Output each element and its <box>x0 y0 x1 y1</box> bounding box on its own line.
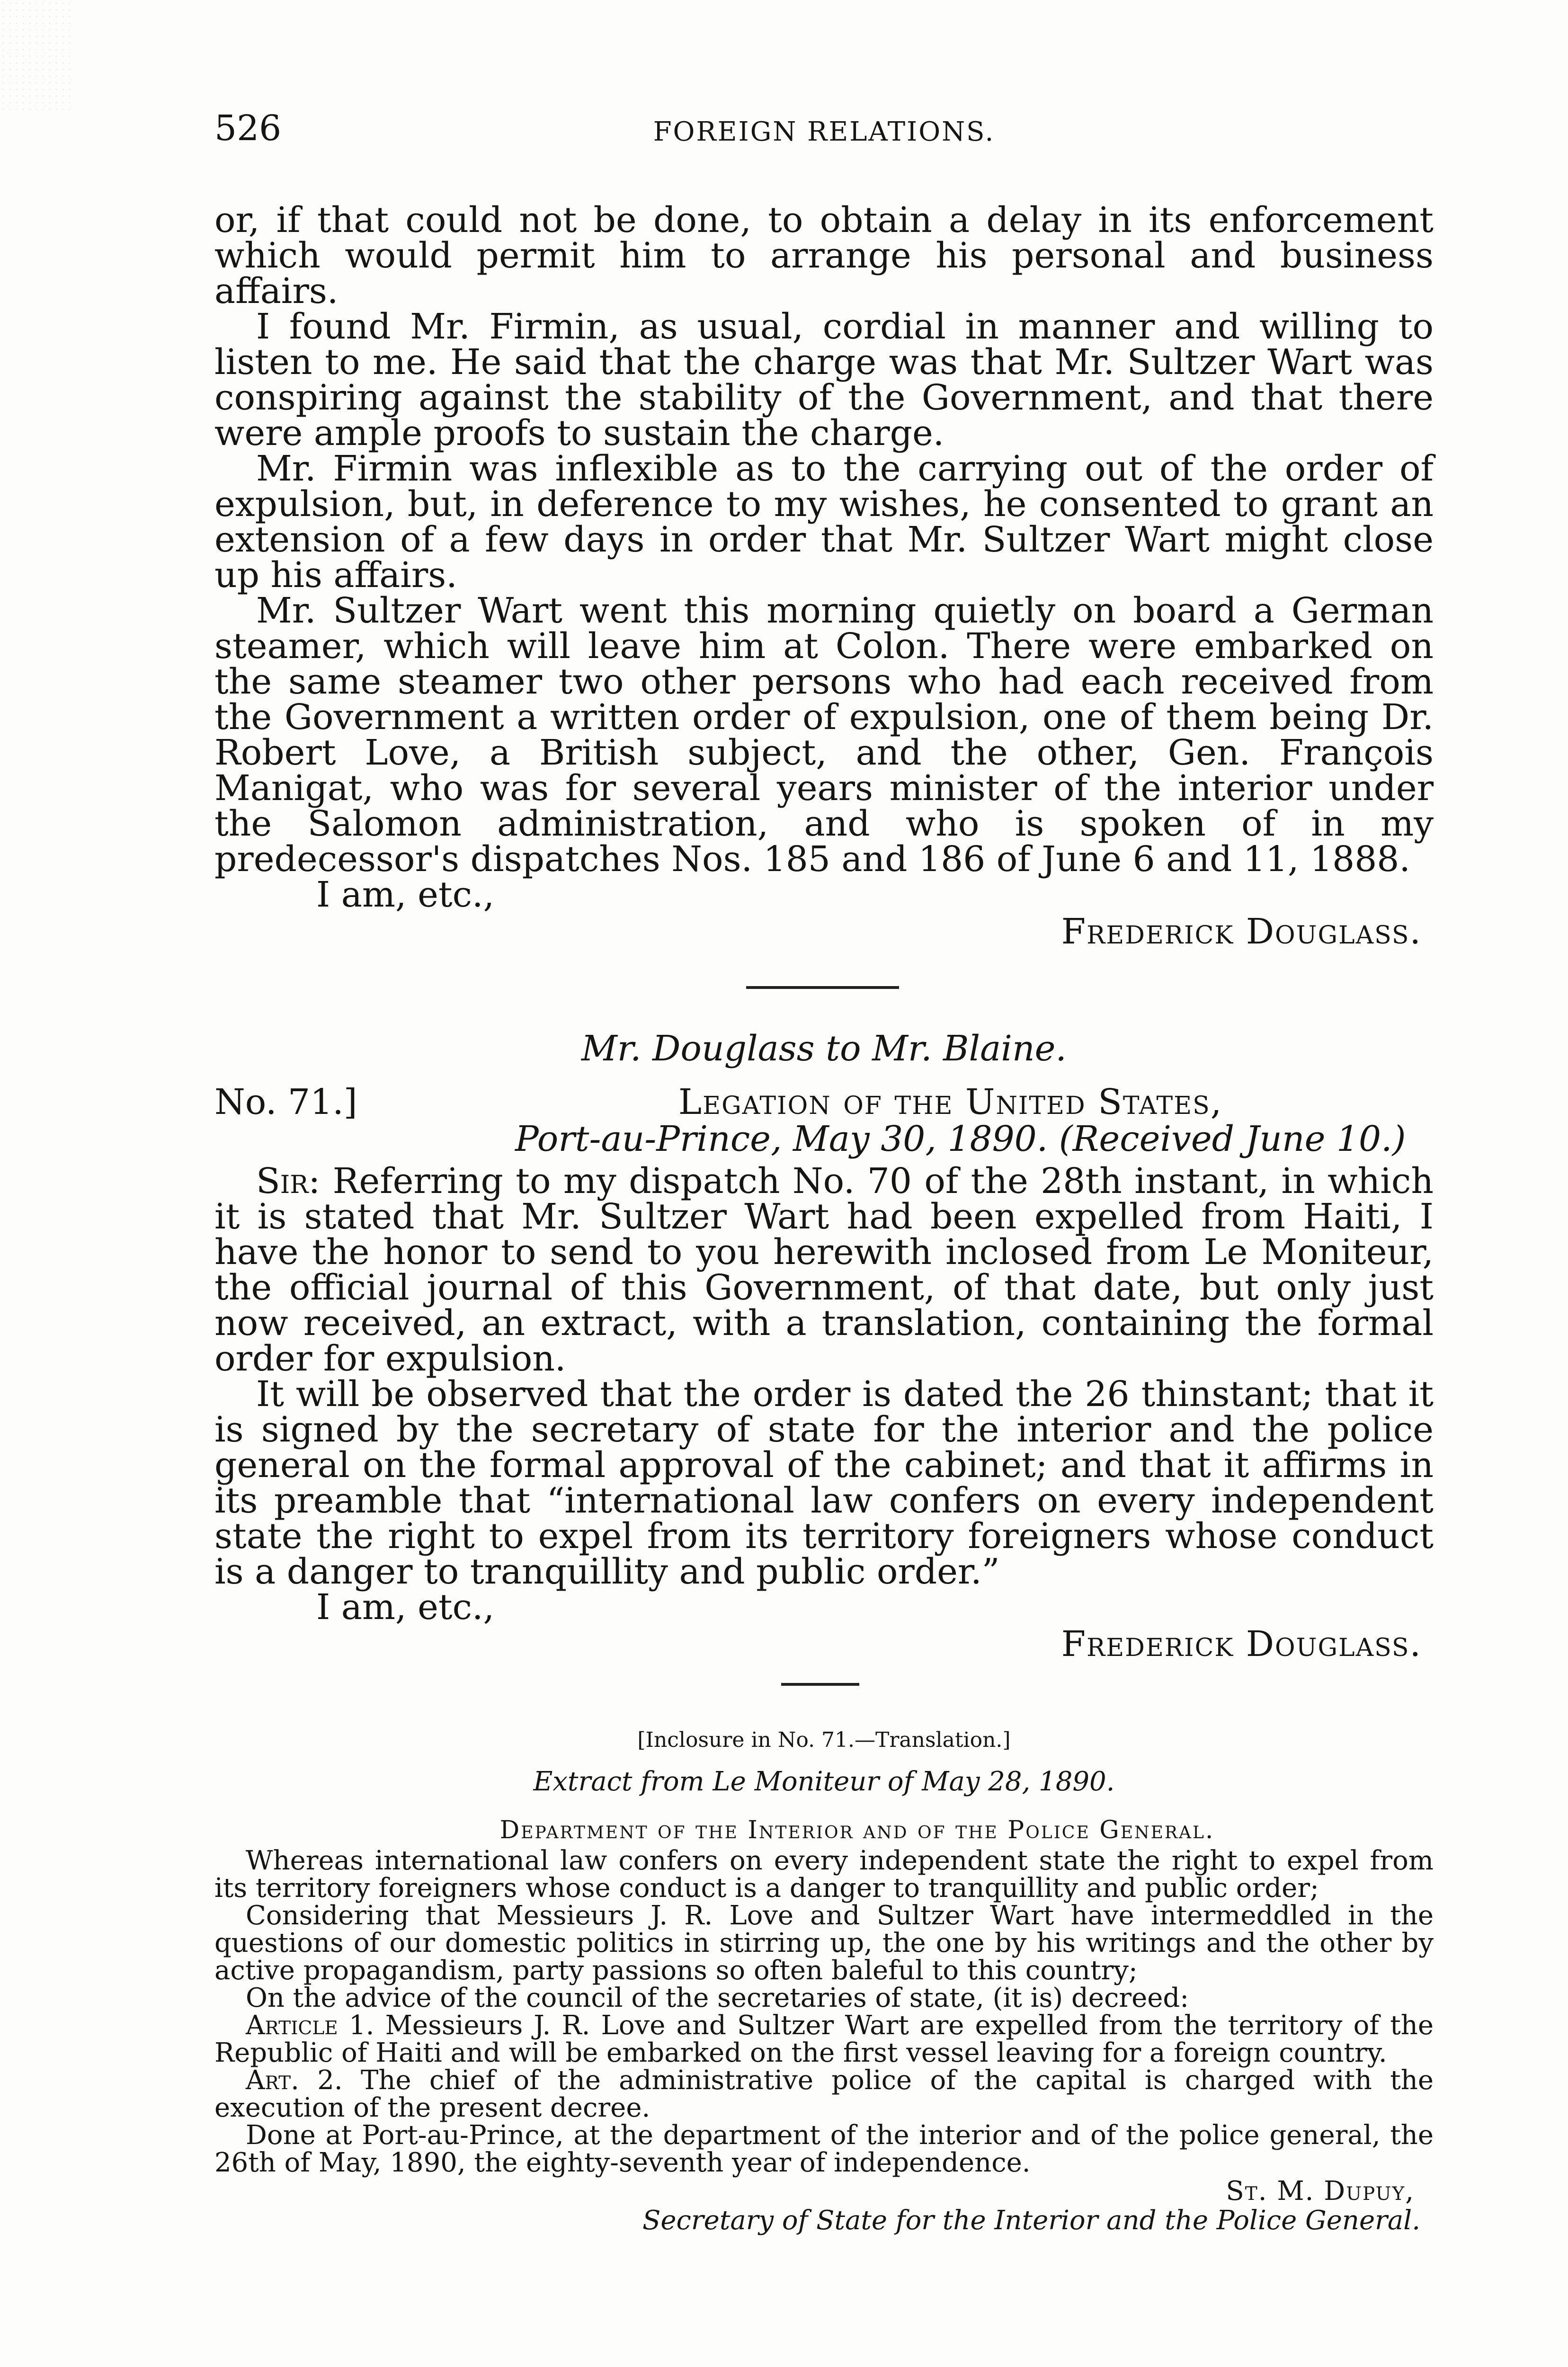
dispatch-heading <box>214 1083 1434 1164</box>
paper-texture <box>0 0 76 114</box>
closing: I am, etc., <box>316 1587 495 1628</box>
paragraph: Done at Port-au-Prince, at the department of the interior and of the police general, the 26th of May, 1890, the eighty-seventh year of independence. <box>214 2120 1434 2178</box>
paragraph: Considering that Messieurs J. R. Love and Sultzer Wart have intermeddled in the questions of our domestic politics in stirring up, the one by his writings and the other by active propagandism, party passions so often baleful to this country; <box>214 1900 1434 1986</box>
article-text: Messieurs J. R. Love and Sultzer Wart are expelled from the territory of the Republic of Haiti and will be embarked on the first vessel leaving for a foreign country. <box>214 2010 1434 2068</box>
page-number: 526 <box>214 108 282 149</box>
article-text: The chief of the administrative police of the capital is charged with the execution of the present decree. <box>214 2065 1434 2123</box>
paragraph: On the advice of the council of the secretaries of state, (it is) decreed: <box>246 1983 1189 2013</box>
first-dispatch-continuation <box>214 200 1434 952</box>
salutation: Sir: <box>256 1161 321 1201</box>
legation-name: Legation of the United States, <box>678 1082 1223 1122</box>
inclosure-title: Extract from Le Moniteur of May 28, 1890. <box>533 1766 1115 1797</box>
inclosure <box>214 1728 1434 2235</box>
dispatch-number: No. 71.] <box>214 1082 357 1122</box>
section-divider <box>746 986 899 989</box>
department-heading: Department of the Interior and of the Police General. <box>499 1816 1215 1844</box>
paragraph-text: Referring to my dispatch No. 70 of the 28th instant, in which it is stated that Mr. Sultzer Wart had been expelled from Haiti, I have the honor to send to you herewith inclosed from Le Moniteur, the official journal of this Government, of that date, but only just now received, an extract, with a translation, containing the formal order for expulsion. <box>214 1161 1434 1379</box>
paragraph: Mr. Firmin was inflexible as to the carrying out of the order of expulsion, but, in deference to my wishes, he consented to grant an extension of a few days in order that Mr. Sultzer Wart might close up his affairs. <box>214 448 1434 596</box>
dateline: Port-au-Prince, May 30, 1890. (Received June 10.) <box>515 1119 1406 1159</box>
article-label: Article 1. <box>246 2010 374 2041</box>
running-head: FOREIGN RELATIONS. <box>653 116 995 147</box>
paragraph: It will be observed that the order is dated the 26 thinstant; that it is signed by the secretary of state for the interior and the police general on the formal approval of the cabinet; and that it affirms in its preamble that “international law confers on every independent state the right to expel from its territory foreigners whose conduct is a danger to tranquillity and public order.” <box>214 1374 1434 1592</box>
paragraph: I found Mr. Firmin, as usual, cordial in manner and willing to listen to me. He said that the charge was that Mr. Sultzer Wart was conspiring against the stability of the Government, and that there were ample proofs to sustain the charge. <box>214 306 1434 454</box>
article-1 <box>214 2012 1434 2067</box>
signature: Frederick Douglass. <box>1061 1624 1422 1664</box>
article-label: Art. 2. <box>246 2065 343 2096</box>
signer-name: St. M. Dupuy, <box>1226 2176 1415 2207</box>
signature: Frederick Douglass. <box>1061 911 1422 952</box>
closing: I am, etc., <box>316 874 495 915</box>
section-divider <box>781 1683 859 1686</box>
article-2 <box>214 2067 1434 2122</box>
page-header <box>214 108 1434 165</box>
paragraph: or, if that could not be done, to obtain a delay in its enforcement which would permit him to arrange his personal and business affairs. <box>214 200 1434 311</box>
paragraph <box>214 1161 1434 1379</box>
decree-signature <box>214 2177 1434 2235</box>
signer-title: Secretary of State for the Interior and the Police General. <box>642 2205 1420 2236</box>
inclosure-label: [Inclosure in No. 71.—Translation.] <box>637 1728 1011 1752</box>
paragraph: Whereas international law confers on every independent state the right to expel from its territory foreigners whose conduct is a danger to tranquillity and public order; <box>214 1845 1434 1904</box>
second-dispatch <box>214 1028 1434 1663</box>
paragraph: Mr. Sultzer Wart went this morning quietly on board a German steamer, which will leave him at Colon. There were embarked on the same steamer two other persons who had each received from the Government a written order of expulsion, one of them being Dr. Robert Love, a British subject, and the other, Gen. François Manigat, who was for several years minister of the interior under the Salomon administration, and who is spoken of in my predecessor's dispatches Nos. 185 and 186 of June 6 and 11, 1888. <box>214 590 1434 880</box>
decree-text <box>214 1847 1434 2177</box>
dispatch-title: Mr. Douglass to Mr. Blaine. <box>581 1028 1067 1069</box>
